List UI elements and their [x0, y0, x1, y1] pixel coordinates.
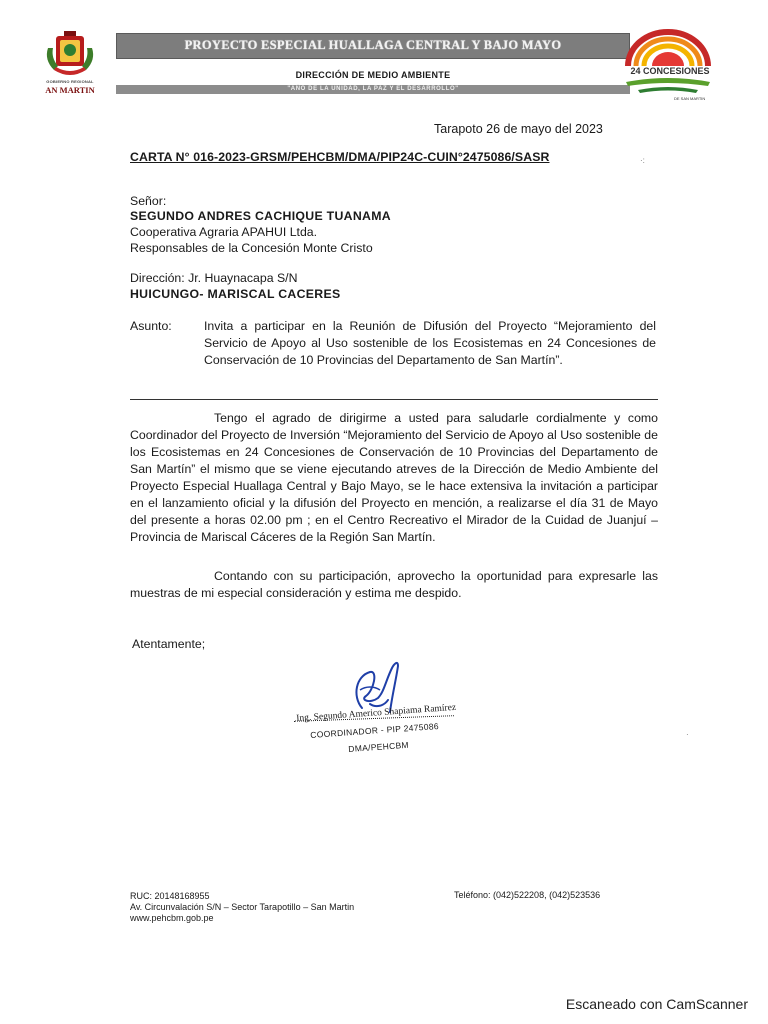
address-city: HUICUNGO- MARISCAL CACERES — [130, 287, 341, 301]
footer-ruc: RUC: 20148168955 — [130, 891, 210, 901]
body-paragraph-1: Tengo el agrado de dirigirme a usted para saludarle cordialmente y como Coordinador del Proyecto de Inversión “Mejoramiento del Servicio de Apoyo al Uso sostenible de los Ecosistemas en 24 Concesiones de Conservación de 10 Provincias del Departamento de San Martín” el mismo que se viene ejecutando atreves de la Dirección de Medio Ambiente del Proyecto Especial Huallaga Central y Bajo Mayo, se le hace extensiva la invitación a participar en el lanzamiento oficial y la difusión del Proyecto en mención, a realizarse el día 31 de Mayo del presente a horas 02.00 pm ; en el Centro Recreativo el Mirador de la Cuidad de Juanjuí – Provincia de Mariscal Cáceres de la Región San Martín. — [130, 411, 658, 544]
closing: Atentamente; — [132, 637, 206, 651]
svg-text:DE SAN MARTIN: DE SAN MARTIN — [674, 96, 706, 101]
project-banner — [116, 33, 630, 59]
regional-seal-icon — [42, 30, 98, 78]
letter-date: Tarapoto 26 de mayo del 2023 — [434, 122, 603, 136]
concessions-logo-text: 24 CONCESIONES — [630, 66, 710, 76]
recipient-name: SEGUNDO ANDRES CACHIQUE TUANAMA — [130, 209, 391, 223]
footer-address: Av. Circunvalación S/N – Sector Tarapotillo – San Martin — [130, 902, 355, 912]
gov-small-text: GOBIERNO REGIONAL — [46, 79, 94, 84]
footer-web: www.pehcbm.gob.pe — [130, 913, 214, 923]
signer-name: Ing. Segundo Americo Shapiama Ramírez — [296, 702, 457, 724]
subject-text: Invita a participar en la Reunión de Difusión del Proyecto “Mejoramiento del Servicio de Apoyo al Uso sostenible de los Ecosistemas en 24 Concesiones de Conservación de 10 Provincias del Departamento de San Martín”. — [204, 319, 656, 367]
project-banner-title: PROYECTO ESPECIAL HUALLAGA CENTRAL Y BAJO MAYO — [184, 38, 562, 52]
motto-bar — [116, 85, 630, 94]
gov-name: AN MARTIN — [45, 85, 95, 95]
regional-government-logo — [34, 30, 106, 96]
scan-speck: ·: — [640, 156, 645, 165]
signer-unit: DMA/PEHCBM — [348, 739, 410, 754]
concessions-logo — [618, 28, 718, 102]
recipient-org: Cooperativa Agraria APAHUI Ltda. — [130, 225, 318, 239]
recipient-role: Responsables de la Concesión Monte Cristo — [130, 241, 373, 255]
unit-title: DIRECCIÓN DE MEDIO AMBIENTE — [295, 70, 451, 80]
letter-reference: CARTA N° 016-2023-GRSM/PEHCBM/DMA/PIP24C-CUIN°2475086/SASR — [130, 150, 550, 164]
scan-speck: · — [686, 730, 689, 739]
camscanner-watermark: Escaneado con CamScanner — [565, 996, 748, 1012]
sunrise-concessions-icon — [618, 28, 718, 102]
subject-label: Asunto: — [130, 319, 172, 333]
divider — [130, 399, 658, 400]
salutation: Señor: — [130, 194, 167, 208]
footer-phone: Teléfono: (042)522208, (042)523536 — [454, 890, 601, 900]
motto-text: "AÑO DE LA UNIDAD, LA PAZ Y EL DESARROLLO" — [287, 86, 459, 92]
body-paragraph-2: Contando con su participación, aprovecho la oportunidad para expresarle las muestras de mi especial consideración y estima me despido. — [130, 569, 658, 600]
address-label: Dirección: Jr. Huaynacapa S/N — [130, 271, 298, 285]
signer-role: COORDINADOR - PIP 2475086 — [310, 721, 440, 740]
